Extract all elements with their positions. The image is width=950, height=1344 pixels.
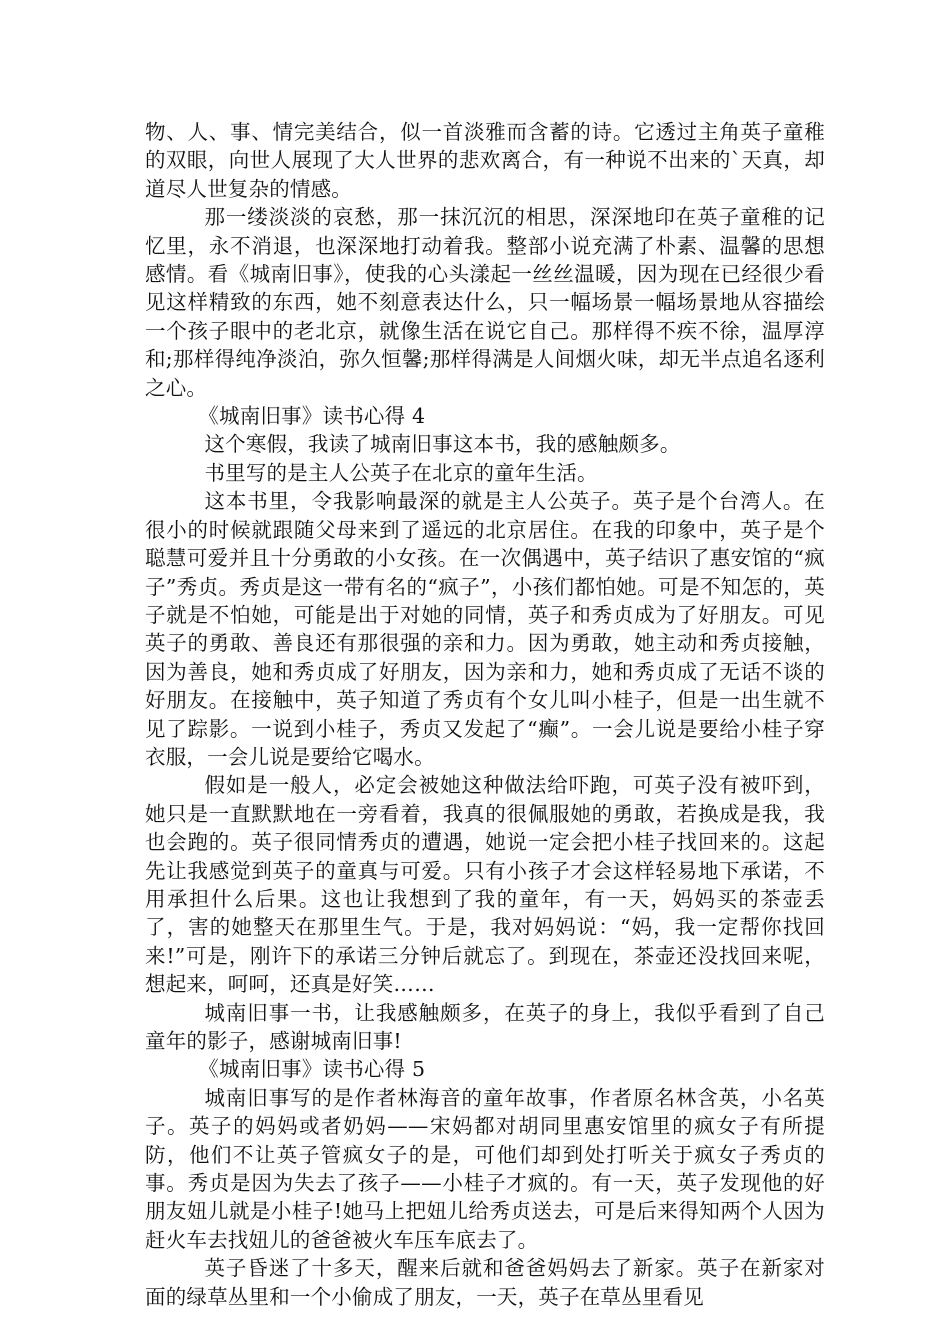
section-heading-5: 《城南旧事》读书心得 5 bbox=[198, 1057, 426, 1082]
paragraph-4: 书里写的是主人公英子在北京的童年生活。 bbox=[204, 460, 598, 485]
document-body bbox=[145, 118, 825, 1311]
paragraph-3: 这个寒假，我读了城南旧事这本书，我的感触颇多。 bbox=[204, 432, 681, 457]
section-heading-4: 《城南旧事》读书心得 4 bbox=[198, 404, 426, 429]
paragraph-7: 城南旧事一书，让我感触颇多，在英子的身上，我似乎看到了自己童年的影子，感谢城南旧事! bbox=[145, 1000, 825, 1053]
paragraph-9: 英子昏迷了十多天，醒来后就和爸爸妈妈去了新家。英子在新家对面的绿草丛里和一个小偷成了朋友，一天，英子在草丛里看见 bbox=[145, 1256, 825, 1309]
paragraph-8: 城南旧事写的是作者林海音的童年故事，作者原名林含英，小名英子。英子的妈妈或者奶妈——宋妈都对胡同里惠安馆里的疯女子有所提防，他们不让英子管疯女子的是，可他们却到处打听关于疯女子秀贞的事。秀贞是因为失去了孩子——小桂子才疯的。有一天，英子发现他的好朋友妞儿就是小桂子!她马上把妞儿给秀贞送去，可是后来得知两个人因为赶火车去找妞儿的爸爸被火车压车底去了。 bbox=[145, 1085, 825, 1252]
paragraph-1: 物、人、事、情完美结合，似一首淡雅而含蓄的诗。它透过主角英子童稚的双眼，向世人展现了大人世界的悲欢离合，有一种说不出来的`天真，却道尽人世复杂的情感。 bbox=[145, 120, 825, 201]
paragraph-2: 那一缕淡淡的哀愁，那一抹沉沉的相思，深深地印在英子童稚的记忆里，永不消退，也深深地打动着我。整部小说充满了朴素、温馨的思想感情。看《城南旧事》，使我的心头漾起一丝丝温暖，因为现在已经很少看见这样精致的东西，她不刻意表达什么，只一幅场景一幅场景地从容描绘一个孩子眼中的老北京，就像生活在说它自己。那样得不疾不徐，温厚淳和;那样得纯净淡泊，弥久恒馨;那样得满是人间烟火味，却无半点追名逐利之心。 bbox=[145, 205, 825, 400]
paragraph-6: 假如是一般人，必定会被她这种做法给吓跑，可英子没有被吓到，她只是一直默默地在一旁看着，我真的很佩服她的勇敢，若换成是我，我也会跑的。英子很同情秀贞的遭遇，她说一定会把小桂子找回来的。这起先让我感觉到英子的童真与可爱。只有小孩子才会这样轻易地下承诺，不用承担什么后果。这也让我想到了我的童年，有一天，妈妈买的茶壶丢了，害的她整天在那里生气。于是，我对妈妈说：“妈，我一定帮你找回来!”可是，刚许下的承诺三分钟后就忘了。到现在，茶壶还没找回来呢，想起来，呵呵，还真是好笑…… bbox=[145, 773, 825, 997]
paragraph-5: 这本书里，令我影响最深的就是主人公英子。英子是个台湾人。在很小的时候就跟随父母来到了遥远的北京居住。在我的印象中，英子是个聪慧可爱并且十分勇敢的小女孩。在一次偶遇中，英子结识了惠安馆的“疯子”秀贞。秀贞是这一带有名的“疯子”，小孩们都怕她。可是不知怎的，英子就是不怕她，可能是出于对她的同情，英子和秀贞成为了好朋友。可见英子的勇敢、善良还有那很强的亲和力。因为勇敢，她主动和秀贞接触，因为善良，她和秀贞成了好朋友，因为亲和力，她和秀贞成了无话不谈的好朋友。在接触中，英子知道了秀贞有个女儿叫小桂子，但是一出生就不见了踪影。一说到小桂子，秀贞又发起了“癫”。一会儿说是要给小桂子穿衣服，一会儿说是要给它喝水。 bbox=[145, 489, 825, 769]
